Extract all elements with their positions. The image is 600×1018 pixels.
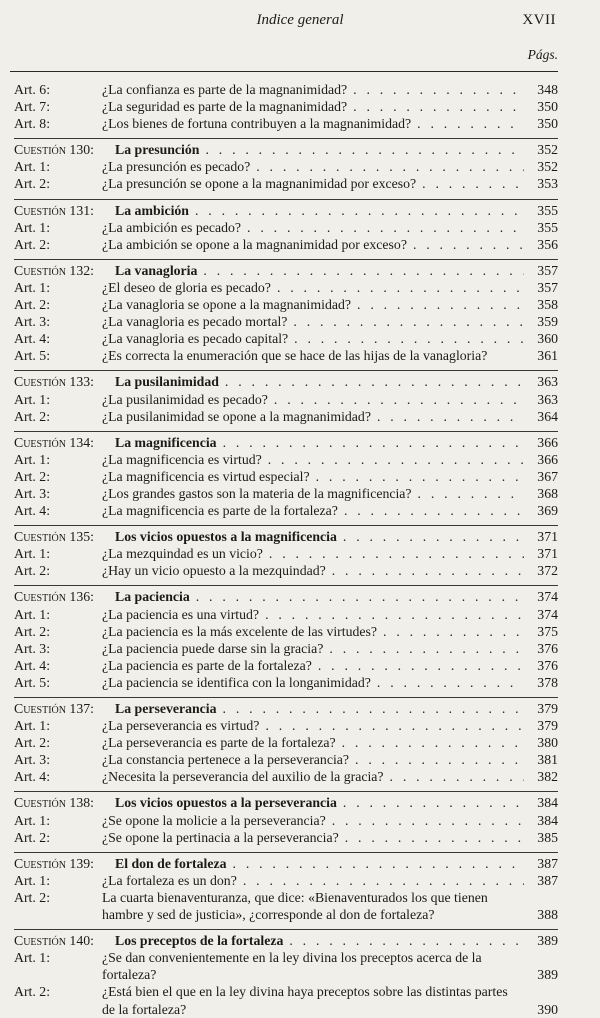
- toc-question-group: [14, 199, 558, 253]
- article-page: 360: [537, 331, 558, 347]
- question-title-wrap: [115, 932, 524, 949]
- article-label: Art. 2:: [14, 408, 51, 424]
- dot-leader: [190, 588, 524, 605]
- article-title: ¿Necesita la perseverancia del auxilio de la gracia?: [102, 769, 384, 785]
- article-page: 378: [537, 674, 558, 690]
- toc-question-group: [14, 370, 558, 424]
- page-header: [0, 12, 600, 34]
- toc-article-entry: [14, 717, 558, 734]
- toc-question-entry: [14, 373, 558, 390]
- article-title-wrap: [102, 158, 524, 175]
- dot-leader: [371, 674, 524, 691]
- article-title: ¿La paciencia es parte de la fortaleza?: [102, 657, 312, 673]
- article-label: Art. 8:: [14, 116, 51, 132]
- toc-question-group: [14, 791, 558, 845]
- dot-leader: [347, 98, 524, 115]
- dot-leader: [262, 451, 524, 468]
- article-page: 363: [537, 391, 558, 407]
- question-page: 371: [537, 529, 558, 545]
- article-title-wrap: [102, 829, 524, 846]
- dot-leader: [337, 528, 524, 545]
- article-title-wrap: [102, 889, 524, 923]
- dot-leader: [189, 202, 524, 219]
- article-page: 374: [537, 606, 558, 622]
- article-title: ¿Hay un vicio opuesto a la mezquindad?: [102, 563, 326, 579]
- toc-question-entry: [14, 932, 558, 949]
- dot-leader: [263, 545, 524, 562]
- article-page: 366: [537, 451, 558, 467]
- article-title: ¿La vanagloria se opone a la magnanimidad?: [102, 297, 352, 313]
- article-label: Art. 1:: [14, 279, 51, 295]
- article-title-wrap: [102, 81, 524, 98]
- question-label: Cuestión 132:: [14, 262, 94, 278]
- article-label: Art. 1:: [14, 219, 51, 235]
- question-label: Cuestión 134:: [14, 434, 94, 450]
- question-label: Cuestión 140:: [14, 933, 94, 949]
- toc-article-entry: [14, 451, 558, 468]
- article-title-wrap: [102, 347, 524, 364]
- question-label: Cuestión 130:: [14, 142, 94, 158]
- dot-leader: [199, 141, 524, 158]
- article-title: ¿Los grandes gastos son la materia de la magnificencia?: [102, 485, 412, 501]
- toc-article-entry: [14, 219, 558, 236]
- article-page: 384: [537, 812, 558, 828]
- article-title-wrap: [102, 657, 524, 674]
- article-title-wrap: [102, 562, 524, 579]
- dot-leader: [250, 158, 524, 175]
- article-title-wrap: [102, 502, 524, 519]
- dot-leader: [237, 872, 524, 889]
- toc-article-entry: [14, 236, 558, 253]
- article-title: ¿La paciencia se identifica con la longanimidad?: [102, 674, 371, 690]
- toc-article-entry: [14, 158, 558, 175]
- toc-article-entry: [14, 391, 558, 408]
- toc-article-entry: [14, 562, 558, 579]
- article-title: ¿Está bien el que en la ley divina haya preceptos sobre las distintas partes de la fortaleza?: [102, 984, 508, 1017]
- toc-article-entry: [14, 485, 558, 502]
- article-label: Art. 2:: [14, 984, 51, 1000]
- article-title-wrap: [102, 623, 524, 640]
- dot-leader: [326, 812, 524, 829]
- question-title-wrap: [115, 434, 524, 451]
- article-page: 350: [537, 99, 558, 115]
- dot-leader: [351, 296, 524, 313]
- question-page: 379: [537, 701, 558, 716]
- article-label: Art. 3:: [14, 752, 51, 768]
- article-label: Art. 2:: [14, 889, 51, 905]
- dot-leader: [310, 468, 524, 485]
- dot-leader: [411, 115, 524, 132]
- toc-article-entry: [14, 983, 558, 1017]
- dot-leader: [227, 855, 524, 872]
- article-title-wrap: [102, 949, 524, 983]
- article-label: Art. 4:: [14, 331, 51, 347]
- article-label: Art. 3:: [14, 485, 51, 501]
- article-label: Art. 1:: [14, 606, 51, 622]
- question-title-wrap: [115, 202, 524, 219]
- article-title: ¿La ambición se opone a la magnanimidad por exceso?: [102, 236, 407, 252]
- dot-leader: [371, 408, 524, 425]
- dot-leader: [283, 932, 524, 949]
- article-label: Art. 2:: [14, 829, 51, 845]
- dot-leader: [407, 236, 524, 253]
- article-title: ¿La pusilanimidad es pecado?: [102, 391, 268, 407]
- article-title: ¿La fortaleza es un don?: [102, 872, 237, 888]
- question-label: Cuestión 136:: [14, 589, 94, 605]
- article-title-wrap: [102, 236, 524, 253]
- question-page: 389: [537, 933, 558, 949]
- article-title: ¿La presunción es pecado?: [102, 159, 251, 175]
- article-page: 372: [537, 563, 558, 579]
- article-label: Art. 1:: [14, 391, 51, 407]
- article-page: 348: [537, 82, 558, 97]
- article-title: ¿Se dan convenientemente en la ley divina los preceptos acerca de la fortaleza?: [102, 950, 482, 983]
- dot-leader: [323, 640, 524, 657]
- dot-leader: [271, 279, 524, 296]
- question-title: La vanagloria: [115, 262, 198, 278]
- toc-article-entry: [14, 175, 558, 192]
- article-page: 364: [537, 408, 558, 424]
- toc-question-entry: [14, 262, 558, 279]
- article-page: 390: [537, 1001, 558, 1017]
- article-title-wrap: [102, 408, 524, 425]
- question-title: La ambición: [115, 202, 189, 218]
- article-page: 353: [537, 176, 558, 192]
- article-page: 389: [537, 967, 558, 983]
- article-label: Art. 5:: [14, 348, 51, 364]
- article-page: 352: [537, 159, 558, 175]
- toc-article-entry: [14, 751, 558, 768]
- question-title: La pusilanimidad: [115, 374, 219, 390]
- running-title: Indice general: [256, 12, 344, 28]
- toc-article-entry: [14, 279, 558, 296]
- toc-question-entry: [14, 141, 558, 158]
- question-title: La paciencia: [115, 589, 190, 605]
- question-page: 387: [537, 855, 558, 871]
- article-title-wrap: [102, 468, 524, 485]
- dot-leader: [259, 606, 524, 623]
- dot-leader: [259, 717, 524, 734]
- article-label: Art. 4:: [14, 503, 51, 519]
- question-title-wrap: [115, 528, 524, 545]
- question-title-wrap: [115, 141, 524, 158]
- toc-question-entry: [14, 434, 558, 451]
- toc-article-entry: [14, 408, 558, 425]
- question-title-wrap: [115, 794, 524, 811]
- article-label: Art. 2:: [14, 735, 51, 751]
- question-label: Cuestión 138:: [14, 795, 94, 811]
- article-page: 367: [537, 468, 558, 484]
- article-page: 379: [537, 718, 558, 734]
- article-title: ¿La mezquindad es un vicio?: [102, 546, 263, 562]
- question-page: 355: [537, 202, 558, 218]
- article-title-wrap: [102, 751, 524, 768]
- question-label: Cuestión 133:: [14, 374, 94, 390]
- article-page: 359: [537, 314, 558, 330]
- question-title-wrap: [115, 855, 524, 872]
- dot-leader: [287, 313, 524, 330]
- article-label: Art. 6:: [14, 82, 51, 97]
- question-page: 352: [537, 142, 558, 158]
- article-label: Art. 4:: [14, 657, 51, 673]
- question-page: 357: [537, 262, 558, 278]
- article-label: Art. 3:: [14, 314, 51, 330]
- article-page: 387: [537, 872, 558, 888]
- toc-article-entry: [14, 872, 558, 889]
- toc-article-entry: [14, 606, 558, 623]
- question-title: La perseverancia: [115, 701, 217, 716]
- article-title-wrap: [102, 640, 524, 657]
- table-of-contents: [14, 81, 558, 1018]
- article-title-wrap: [102, 391, 524, 408]
- question-title-wrap: [115, 588, 524, 605]
- article-label: Art. 7:: [14, 99, 51, 115]
- article-title: ¿La vanagloria es pecado mortal?: [102, 314, 288, 330]
- article-label: Art. 2:: [14, 236, 51, 252]
- dot-leader: [326, 562, 524, 579]
- question-page: 374: [537, 589, 558, 605]
- question-label: Cuestión 139:: [14, 855, 94, 871]
- question-title: Los vicios opuestos a la magnificencia: [115, 529, 337, 545]
- toc-article-entry: [14, 734, 558, 751]
- question-title: La magnificencia: [115, 434, 217, 450]
- dot-leader: [347, 81, 524, 98]
- toc-question-entry: [14, 528, 558, 545]
- article-label: Art. 1:: [14, 812, 51, 828]
- question-title-wrap: [115, 262, 524, 279]
- article-page: 355: [537, 219, 558, 235]
- article-title: ¿La constancia pertenece a la perseverancia?: [102, 752, 350, 768]
- toc-question-group: [14, 138, 558, 192]
- toc-article-entry: [14, 296, 558, 313]
- article-title-wrap: [102, 545, 524, 562]
- article-page: 375: [537, 623, 558, 639]
- article-title-wrap: [102, 734, 524, 751]
- article-label: Art. 4:: [14, 769, 51, 785]
- dot-leader: [337, 794, 524, 811]
- article-page: 357: [537, 279, 558, 295]
- toc-question-group: [14, 852, 558, 923]
- dot-leader: [197, 262, 524, 279]
- article-page: 376: [537, 657, 558, 673]
- toc-question-group: [14, 525, 558, 579]
- article-page: 380: [537, 735, 558, 751]
- toc-article-entry: [14, 330, 558, 347]
- article-title-wrap: [102, 98, 524, 115]
- article-label: Art. 1:: [14, 950, 51, 966]
- toc-article-entry: [14, 623, 558, 640]
- dot-leader: [384, 768, 524, 785]
- toc-article-entry: [14, 949, 558, 983]
- dot-leader: [288, 330, 524, 347]
- article-title: ¿Es correcta la enumeración que se hace de las hijas de la vanagloria?: [102, 348, 488, 364]
- article-label: Art. 2:: [14, 623, 51, 639]
- dot-leader: [217, 700, 524, 717]
- article-page: 356: [537, 236, 558, 252]
- article-title: ¿La perseverancia es virtud?: [102, 718, 260, 734]
- toc-article-entry: [14, 468, 558, 485]
- dot-leader: [412, 485, 524, 502]
- article-page: 382: [537, 769, 558, 785]
- article-title-wrap: [102, 279, 524, 296]
- article-page: 381: [537, 752, 558, 768]
- question-title: Los vicios opuestos a la perseverancia: [115, 795, 337, 811]
- article-title-wrap: [102, 451, 524, 468]
- article-title: ¿Se opone la molicie a la perseverancia?: [102, 812, 326, 828]
- question-title: La presunción: [115, 142, 200, 158]
- dot-leader: [349, 751, 524, 768]
- article-title-wrap: [102, 872, 524, 889]
- dot-leader: [312, 657, 524, 674]
- toc-question-entry: [14, 700, 558, 717]
- toc-article-entry: [14, 889, 558, 923]
- article-label: Art. 1:: [14, 451, 51, 467]
- dot-leader: [217, 434, 524, 451]
- article-title: ¿La confianza es parte de la magnanimidad?: [102, 82, 348, 97]
- article-title-wrap: [102, 674, 524, 691]
- article-label: Art. 1:: [14, 546, 51, 562]
- toc-article-entry: [14, 502, 558, 519]
- toc-article-entry: [14, 829, 558, 846]
- question-label: Cuestión 135:: [14, 529, 94, 545]
- article-page: 369: [537, 503, 558, 519]
- toc-question-group: [14, 585, 558, 691]
- article-label: Art. 3:: [14, 640, 51, 656]
- dot-leader: [416, 175, 524, 192]
- page-number: XVII: [522, 12, 556, 28]
- dot-leader: [339, 829, 524, 846]
- article-title-wrap: [102, 296, 524, 313]
- article-title: ¿Se opone la pertinacia a la perseverancia?: [102, 829, 339, 845]
- article-page: 371: [537, 546, 558, 562]
- pages-column-label: Págs.: [527, 47, 558, 62]
- toc-question-group: [14, 259, 558, 365]
- dot-leader: [336, 734, 524, 751]
- article-title: ¿La magnificencia es parte de la fortaleza?: [102, 503, 338, 519]
- question-title-wrap: [115, 700, 524, 717]
- dot-leader: [219, 373, 524, 390]
- toc-article-entry: [14, 657, 558, 674]
- toc-article-entry: [14, 98, 558, 115]
- article-title: ¿La magnificencia es virtud especial?: [102, 468, 310, 484]
- article-label: Art. 2:: [14, 297, 51, 313]
- question-page: 366: [537, 434, 558, 450]
- article-title: ¿La vanagloria es pecado capital?: [102, 331, 289, 347]
- toc-question-entry: [14, 202, 558, 219]
- article-title: ¿La perseverancia es parte de la fortaleza?: [102, 735, 336, 751]
- dot-leader: [268, 391, 524, 408]
- article-label: Art. 2:: [14, 563, 51, 579]
- question-page: 363: [537, 374, 558, 390]
- header-rule: [10, 71, 558, 72]
- toc-question-group: [14, 697, 558, 785]
- article-title-wrap: [102, 219, 524, 236]
- article-title: ¿La seguridad es parte de la magnanimidad?: [102, 99, 348, 115]
- question-title: Los preceptos de la fortaleza: [115, 933, 284, 949]
- toc-article-entry: [14, 640, 558, 657]
- article-title: ¿La magnificencia es virtud?: [102, 451, 262, 467]
- article-page: 388: [537, 907, 558, 923]
- question-page: 384: [537, 795, 558, 811]
- dot-leader: [241, 219, 524, 236]
- article-title-wrap: [102, 330, 524, 347]
- article-page: 358: [537, 297, 558, 313]
- article-title: ¿La paciencia es una virtud?: [102, 606, 260, 622]
- article-title-wrap: [102, 485, 524, 502]
- toc-article-entry: [14, 674, 558, 691]
- toc-question-group: [14, 431, 558, 519]
- article-page: 385: [537, 829, 558, 845]
- toc-article-entry: [14, 115, 558, 132]
- article-title: ¿La presunción se opone a la magnanimidad por exceso?: [102, 176, 417, 192]
- article-label: Art. 1:: [14, 159, 51, 175]
- article-label: Art. 1:: [14, 872, 51, 888]
- article-title-wrap: [102, 717, 524, 734]
- article-title-wrap: [102, 175, 524, 192]
- toc-continued-group: [14, 81, 558, 132]
- toc-article-entry: [14, 313, 558, 330]
- dot-leader: [377, 623, 524, 640]
- article-title: ¿La pusilanimidad se opone a la magnanimidad?: [102, 408, 371, 424]
- article-page: 376: [537, 640, 558, 656]
- question-title-wrap: [115, 373, 524, 390]
- toc-article-entry: [14, 347, 558, 364]
- article-title: ¿La ambición es pecado?: [102, 219, 242, 235]
- article-label: Art. 1:: [14, 718, 51, 734]
- article-label: Art. 2:: [14, 176, 51, 192]
- toc-question-group: [14, 929, 558, 1017]
- article-page: 350: [537, 116, 558, 132]
- toc-question-entry: [14, 855, 558, 872]
- article-title-wrap: [102, 115, 524, 132]
- toc-article-entry: [14, 812, 558, 829]
- toc-article-entry: [14, 81, 558, 98]
- toc-article-entry: [14, 768, 558, 785]
- article-title: ¿La paciencia es la más excelente de las virtudes?: [102, 623, 378, 639]
- article-title-wrap: [102, 812, 524, 829]
- article-title: ¿El deseo de gloria es pecado?: [102, 279, 271, 295]
- article-label: Art. 5:: [14, 674, 51, 690]
- article-title-wrap: [102, 313, 524, 330]
- dot-leader: [338, 502, 524, 519]
- question-label: Cuestión 131:: [14, 202, 94, 218]
- article-title: La cuarta bienaventuranza, que dice: «Bienaventurados los que tienen hambre y sed de justicia», ¿corresponde al don de fortaleza?: [102, 889, 488, 923]
- article-page: 368: [537, 485, 558, 501]
- article-page: 361: [537, 348, 558, 364]
- toc-article-entry: [14, 545, 558, 562]
- article-title: ¿Los bienes de fortuna contribuyen a la magnanimidad?: [102, 116, 412, 132]
- article-label: Art. 2:: [14, 468, 51, 484]
- question-title: El don de fortaleza: [115, 855, 227, 871]
- article-title-wrap: [102, 983, 524, 1017]
- toc-question-entry: [14, 794, 558, 811]
- article-title-wrap: [102, 768, 524, 785]
- article-title-wrap: [102, 606, 524, 623]
- article-title: ¿La paciencia puede darse sin la gracia?: [102, 640, 324, 656]
- toc-question-entry: [14, 588, 558, 605]
- question-label: Cuestión 137:: [14, 701, 94, 716]
